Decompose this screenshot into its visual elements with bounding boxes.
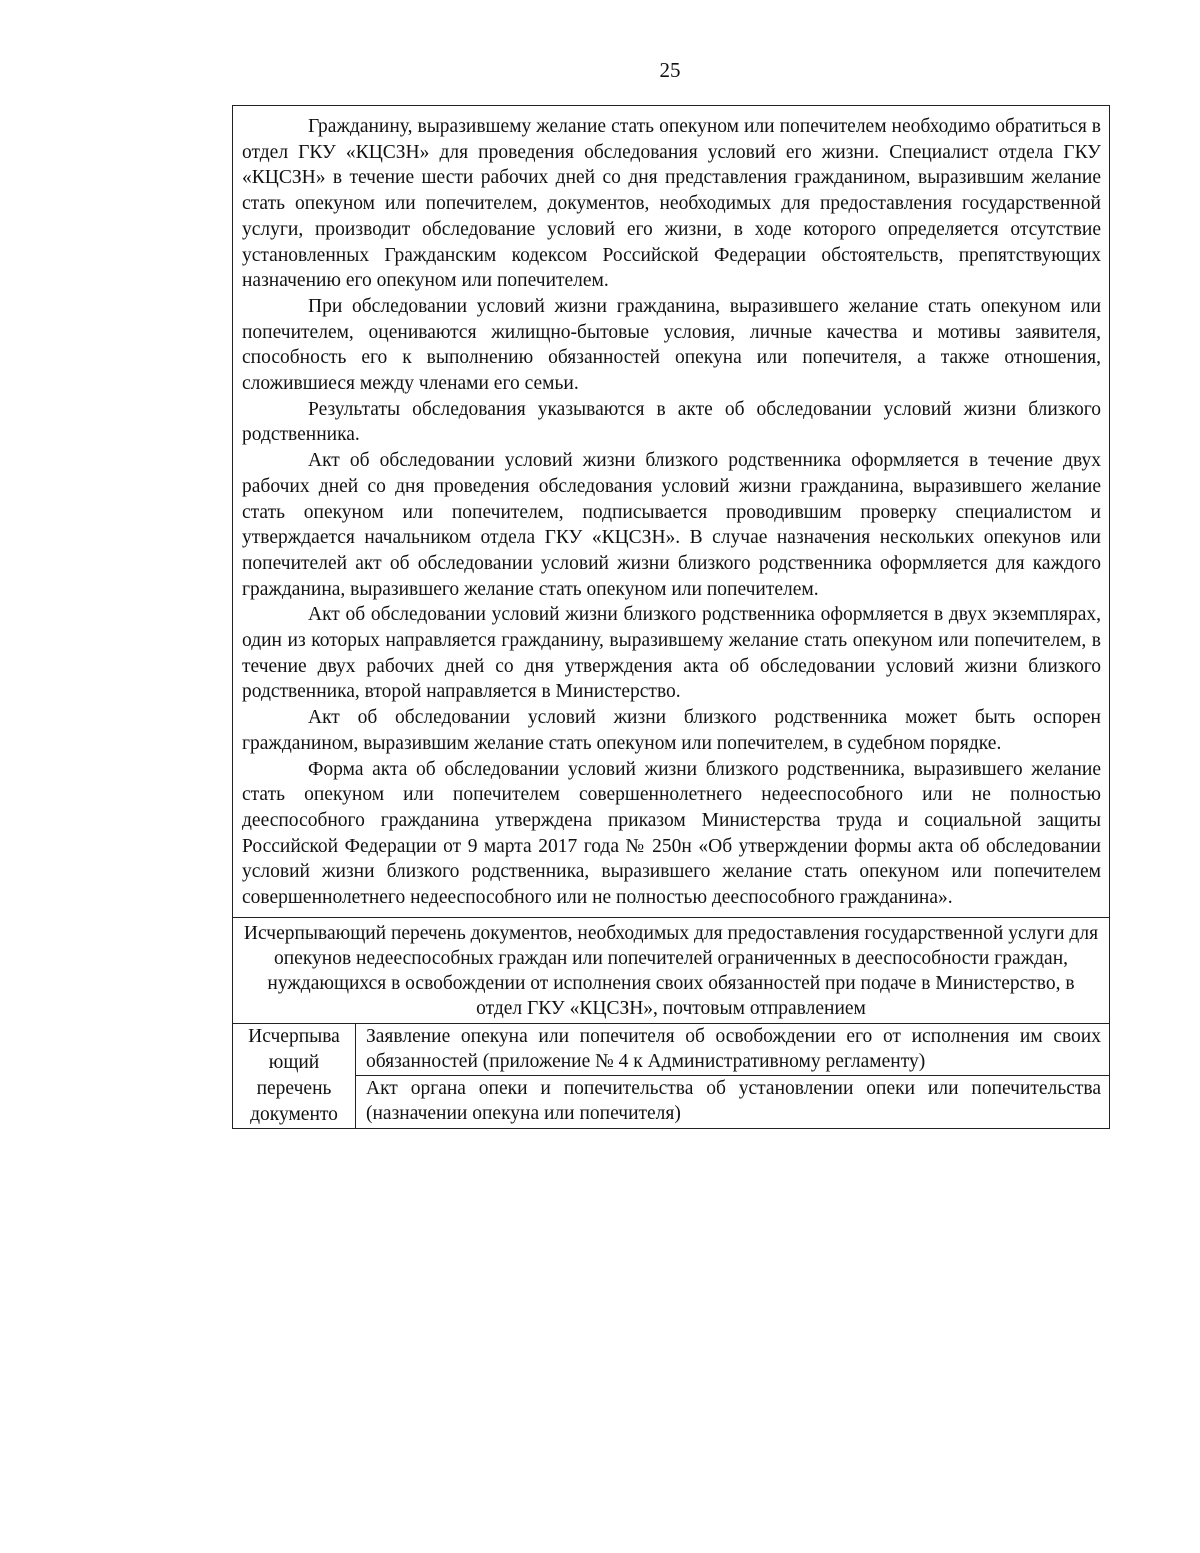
paragraph: Акт об обследовании условий жизни близкого родственника может быть оспорен гражданином, выразившим желание стать опекуном или попечителем, в судебном порядке.: [242, 707, 1101, 754]
body-text: [233, 106, 1109, 917]
table-cell: Заявление опекуна или попечителя об освобождении его от исполнения им своих обязанностей (приложение № 4 к Административному регламенту): [356, 1023, 1110, 1076]
document-frame: [232, 105, 1110, 1129]
table-cell: Акт органа опеки и попечительства об установлении опеки или попечительства (назначении опекуна или попечителя): [356, 1076, 1110, 1128]
paragraph: Гражданину, выразившему желание стать опекуном или попечителем необходимо обратиться в отдел ГКУ «КЦСЗН» для проведения обследования условий его жизни. Специалист отдела ГКУ «КЦСЗН» в течение шести рабочих дней со дня представления гражданином, выразившим желание стать опекуном или попечителем, документов, необходимых для предоставления государственной услуги, производит обследование условий его жизни, в ходе которого определяется отсутствие установленных Гражданским кодексом Российской Федерации обстоятельств, препятствующих назначению его опекуном или попечителем.: [242, 116, 1101, 292]
paragraph: Акт об обследовании условий жизни близкого родственника оформляется в течение двух рабочих дней со дня проведения обследования условий жизни гражданина, выразившего желание стать опекуном или попечителем, подписывается проводившим проверку специалистом и утверждается начальником отдела ГКУ «КЦСЗН». В случае назначения нескольких опекунов или попечителей акт об обследовании условий жизни близкого родственника оформляется для каждого гражданина, выразившего желание стать опекуном или попечителем.: [242, 450, 1101, 600]
left-cell-line: перечень: [256, 1077, 332, 1099]
page-number: 25: [659, 58, 681, 82]
left-cell-line: Исчерпыва: [248, 1025, 340, 1047]
section-heading: Исчерпывающий перечень документов, необходимых для предоставления государственной услуги для опекунов недееспособных граждан или попечителей ограниченных в дееспособности граждан, нуждающихся в освобождении от исполнения своих обязанностей при подаче в Министерство, в отдел ГКУ «КЦСЗН», почтовым отправлением: [233, 917, 1109, 1023]
left-cell-line: документо: [250, 1103, 338, 1125]
left-cell-line: ющий: [268, 1051, 320, 1073]
table-row: [233, 1076, 1109, 1128]
paragraph: Акт об обследовании условий жизни близкого родственника оформляется в двух экземплярах, один из которых направляется гражданину, выразившему желание стать опекуном или попечителем, в течение двух рабочих дней со дня утверждения акта об обследовании условий жизни близкого родственника, второй направляется в Министерство.: [242, 604, 1101, 703]
table-row: [233, 1023, 1109, 1076]
paragraph: При обследовании условий жизни гражданина, выразившего желание стать опекуном или попечителем, оцениваются жилищно-бытовые условия, личные качества и мотивы заявителя, способность его к выполнению обязанностей опекуна или попечителя, а также отношения, сложившиеся между членами его семьи.: [242, 295, 1101, 395]
paragraph: Форма акта об обследовании условий жизни близкого родственника, выразившего желание стать опекуном или попечителем совершеннолетнего недееспособного или не полностью дееспособного гражданина утверждена приказом Министерства труда и социальной защиты Российской Федерации от 9 марта 2017 года № 250н «Об утверждении формы акта об обследовании условий жизни близкого родственника, выразившего желание стать опекуном или попечителем совершеннолетнего недееспособного или не полностью дееспособного гражданина».: [242, 758, 1101, 909]
documents-table: [233, 1023, 1109, 1128]
table-left-cell: [233, 1023, 356, 1128]
paragraph: Результаты обследования указываются в акте об обследовании условий жизни близкого родственника.: [242, 398, 1101, 446]
